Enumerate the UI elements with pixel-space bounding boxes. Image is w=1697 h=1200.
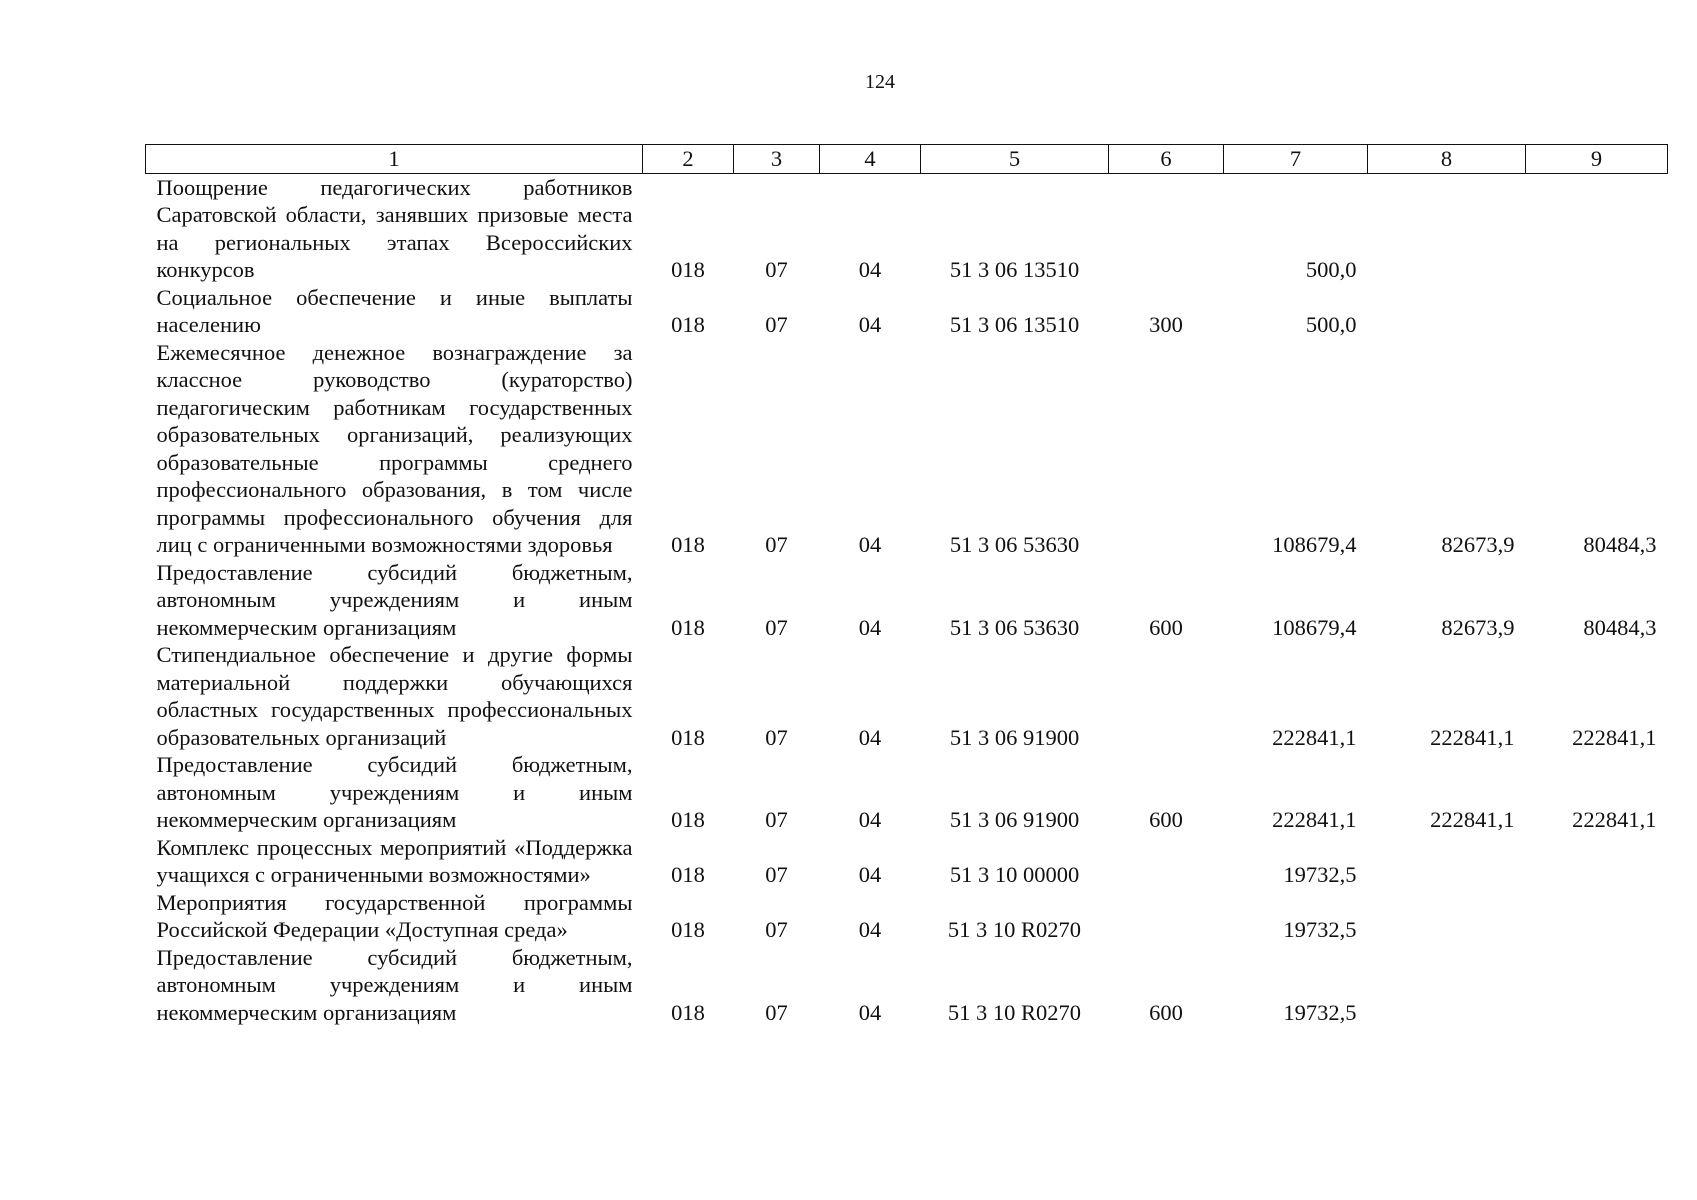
podrazdel-code: 04 bbox=[858, 532, 882, 557]
vr-code bbox=[1109, 834, 1224, 889]
table-row bbox=[146, 944, 1668, 1027]
ved-code: 018 bbox=[671, 999, 705, 1025]
row-name: Предоставление субсидий бюджетным, автономным учреждениям и иным некоммерческим организациям bbox=[156, 752, 633, 832]
vr-code bbox=[1109, 641, 1224, 751]
podrazdel-code: 04 bbox=[858, 614, 882, 640]
razdel-code: 07 bbox=[765, 807, 788, 832]
header-row bbox=[146, 145, 1668, 174]
csr-code: 51 3 06 91900 bbox=[949, 807, 1080, 832]
page-number: 124 bbox=[865, 71, 895, 93]
table-row bbox=[146, 284, 1668, 339]
podrazdel-code: 04 bbox=[858, 724, 882, 750]
amount-col-7: 108679,4 bbox=[1272, 532, 1357, 557]
table-row bbox=[146, 559, 1668, 642]
row-name: Предоставление субсидий бюджетным, автономным учреждениям и иным некоммерческим организациям bbox=[156, 559, 633, 640]
vr-code bbox=[1109, 173, 1224, 284]
header-col-9: 9 bbox=[1526, 145, 1668, 174]
row-name: Стипендиальное обеспечение и другие формы материальной поддержки обучающихся областных государственных профессиональных образовательных организаций bbox=[156, 642, 633, 750]
amount-col-7: 19732,5 bbox=[1283, 999, 1357, 1025]
ved-code: 018 bbox=[671, 614, 705, 640]
amount-col-8 bbox=[1368, 834, 1526, 889]
podrazdel-code: 04 bbox=[858, 312, 882, 337]
podrazdel-code: 04 bbox=[858, 999, 882, 1025]
budget-table bbox=[145, 144, 1668, 1026]
ved-code: 018 bbox=[671, 724, 705, 750]
amount-col-8 bbox=[1368, 284, 1526, 339]
razdel-code: 07 bbox=[765, 917, 788, 942]
amount-col-8 bbox=[1368, 889, 1526, 944]
amount-col-9: 222841,1 bbox=[1572, 807, 1657, 832]
row-name: Предоставление субсидий бюджетным, автономным учреждениям и иным некоммерческим организациям bbox=[156, 944, 633, 1025]
table-header bbox=[146, 145, 1668, 174]
csr-code: 51 3 10 R0270 bbox=[947, 999, 1082, 1025]
amount-col-9: 80484,3 bbox=[1583, 614, 1657, 640]
amount-col-9 bbox=[1526, 173, 1668, 284]
csr-code: 51 3 10 00000 bbox=[949, 862, 1080, 887]
csr-code: 51 3 06 53630 bbox=[949, 614, 1080, 640]
ved-code: 018 bbox=[671, 312, 705, 337]
row-name: Ежемесячное денежное вознаграждение за классное руководство (кураторство) педагогическим работникам государственных образовательных организаций, реализующих образовательные программы среднего профессионального образования, в том числе программы профессионального обучения для лиц с ограниченными возможностями здоровья bbox=[156, 339, 633, 557]
amount-col-8 bbox=[1368, 173, 1526, 284]
csr-code: 51 3 06 53630 bbox=[949, 532, 1080, 557]
amount-col-9: 222841,1 bbox=[1572, 724, 1657, 750]
amount-col-9 bbox=[1526, 889, 1668, 944]
table-body bbox=[146, 173, 1668, 1026]
ved-code: 018 bbox=[671, 917, 705, 942]
vr-code bbox=[1109, 339, 1224, 559]
amount-col-8: 82673,9 bbox=[1441, 614, 1515, 640]
amount-col-9: 80484,3 bbox=[1583, 532, 1657, 557]
amount-col-7: 500,0 bbox=[1305, 257, 1357, 282]
ved-code: 018 bbox=[671, 257, 705, 282]
amount-col-8: 222841,1 bbox=[1430, 724, 1515, 750]
amount-col-8: 222841,1 bbox=[1430, 807, 1515, 832]
table-row bbox=[146, 834, 1668, 889]
razdel-code: 07 bbox=[765, 862, 788, 887]
amount-col-7: 222841,1 bbox=[1272, 724, 1357, 750]
header-col-8: 8 bbox=[1368, 145, 1526, 174]
amount-col-9 bbox=[1526, 284, 1668, 339]
header-col-7: 7 bbox=[1224, 145, 1368, 174]
row-name: Социальное обеспечение и иные выплаты населению bbox=[156, 284, 633, 337]
ved-code: 018 bbox=[671, 532, 705, 557]
amount-col-7: 222841,1 bbox=[1272, 807, 1357, 832]
vr-code: 600 bbox=[1149, 999, 1183, 1025]
header-col-3: 3 bbox=[734, 145, 820, 174]
amount-col-7: 500,0 bbox=[1305, 312, 1357, 337]
amount-col-9 bbox=[1526, 944, 1668, 1027]
amount-col-9 bbox=[1526, 834, 1668, 889]
ved-code: 018 bbox=[671, 807, 705, 832]
table-row bbox=[146, 889, 1668, 944]
podrazdel-code: 04 bbox=[858, 807, 882, 832]
table-row bbox=[146, 173, 1668, 284]
header-col-6: 6 bbox=[1109, 145, 1224, 174]
podrazdel-code: 04 bbox=[858, 917, 882, 942]
razdel-code: 07 bbox=[765, 257, 788, 282]
csr-code: 51 3 06 13510 bbox=[949, 257, 1080, 282]
podrazdel-code: 04 bbox=[858, 257, 882, 282]
csr-code: 51 3 06 91900 bbox=[949, 724, 1080, 750]
table-row bbox=[146, 641, 1668, 751]
header-col-1: 1 bbox=[146, 145, 643, 174]
razdel-code: 07 bbox=[765, 614, 788, 640]
amount-col-7: 19732,5 bbox=[1283, 917, 1357, 942]
vr-code: 600 bbox=[1149, 614, 1183, 640]
vr-code: 600 bbox=[1149, 807, 1183, 832]
amount-col-8 bbox=[1368, 944, 1526, 1027]
row-name: Поощрение педагогических работников Саратовской области, занявших призовые места на региональных этапах Всероссийских конкурсов bbox=[156, 174, 633, 282]
table-row bbox=[146, 339, 1668, 559]
vr-code: 300 bbox=[1149, 312, 1183, 337]
razdel-code: 07 bbox=[765, 312, 788, 337]
header-col-4: 4 bbox=[820, 145, 921, 174]
header-col-5: 5 bbox=[921, 145, 1109, 174]
razdel-code: 07 bbox=[765, 999, 788, 1025]
csr-code: 51 3 10 R0270 bbox=[947, 917, 1082, 942]
amount-col-8: 82673,9 bbox=[1441, 532, 1515, 557]
ved-code: 018 bbox=[671, 862, 705, 887]
razdel-code: 07 bbox=[765, 724, 788, 750]
vr-code bbox=[1109, 889, 1224, 944]
razdel-code: 07 bbox=[765, 532, 788, 557]
amount-col-7: 108679,4 bbox=[1272, 614, 1357, 640]
row-name: Мероприятия государственной программы Российской Федерации «Доступная среда» bbox=[156, 889, 633, 942]
row-name: Комплекс процессных мероприятий «Поддержка учащихся с ограниченными возможностями» bbox=[156, 834, 633, 887]
podrazdel-code: 04 bbox=[858, 862, 882, 887]
amount-col-7: 19732,5 bbox=[1283, 862, 1357, 887]
table-row bbox=[146, 751, 1668, 834]
csr-code: 51 3 06 13510 bbox=[949, 312, 1080, 337]
header-col-2: 2 bbox=[643, 145, 734, 174]
